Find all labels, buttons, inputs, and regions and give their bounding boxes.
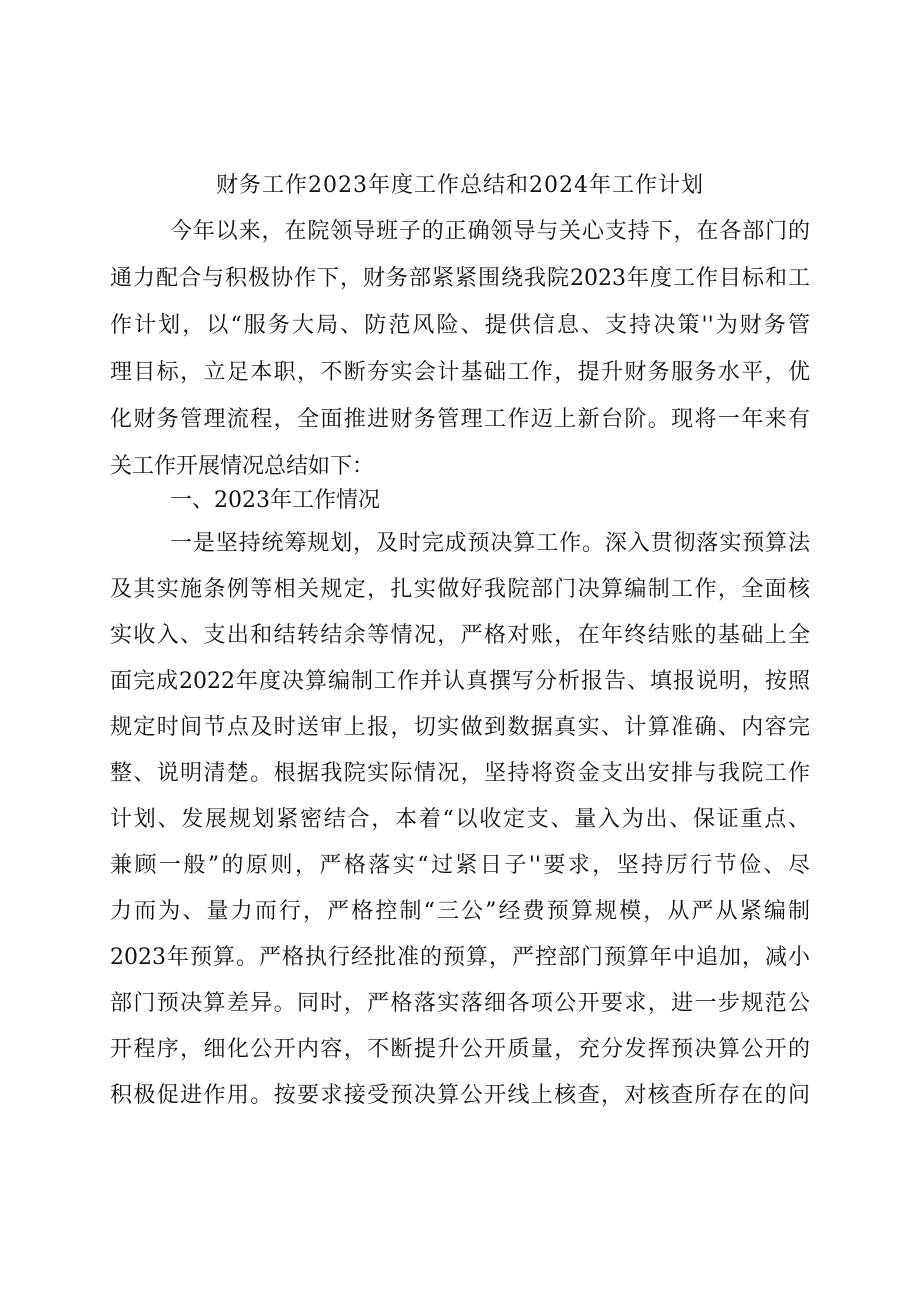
paragraph-line: 一是坚持统筹规划，及时完成预决算工作。深入贯彻落实预算法 bbox=[170, 531, 810, 556]
paragraph-line: 计划、发展规划紧密结合，本着“以收定支、量入为出、保证重点、 bbox=[110, 807, 810, 832]
paragraph-line: 兼顾一般”的原则，严格落实“过紧日子''要求，坚持厉行节俭、尽 bbox=[110, 853, 810, 878]
section-heading: 一、2023年工作情况 bbox=[170, 488, 380, 513]
paragraph-line: 2023年预算。严格执行经批准的预算，严控部门预算年中追加，减小 bbox=[110, 945, 810, 970]
paragraph-line: 今年以来，在院领导班子的正确领导与关心支持下，在各部门的 bbox=[170, 219, 810, 244]
paragraph-line: 通力配合与积极协作下，财务部紧紧围绕我院2023年度工作目标和工 bbox=[110, 266, 810, 291]
paragraph-line: 开程序，细化公开内容，不断提升公开质量，充分发挥预决算公开的 bbox=[110, 1037, 810, 1062]
paragraph-line: 积极促进作用。按要求接受预决算公开线上核查，对核查所存在的问 bbox=[110, 1083, 810, 1108]
paragraph-line: 整、说明清楚。根据我院实际情况，坚持将资金支出安排与我院工作 bbox=[110, 761, 810, 786]
document-title: 财务工作2023年度工作总结和2024年工作计划 bbox=[216, 173, 704, 198]
paragraph-line: 面完成2022年度决算编制工作并认真撰写分析报告、填报说明，按照 bbox=[110, 669, 810, 694]
paragraph-line: 化财务管理流程，全面推进财务管理工作迈上新台阶。现将一年来有 bbox=[110, 407, 810, 432]
paragraph-line: 部门预决算差异。同时，严格落实落细各项公开要求，进一步规范公 bbox=[110, 991, 810, 1016]
paragraph-line: 规定时间节点及时送审上报，切实做到数据真实、计算准确、内容完 bbox=[110, 715, 810, 740]
paragraph-line: 理目标，立足本职，不断夯实会计基础工作，提升财务服务水平，优 bbox=[110, 360, 810, 385]
paragraph-line: 作计划，以“服务大局、防范风险、提供信息、支持决策''为财务管 bbox=[110, 313, 810, 338]
paragraph-line: 实收入、支出和结转结余等情况，严格对账，在年终结账的基础上全 bbox=[110, 623, 810, 648]
paragraph-line: 力而为、量力而行，严格控制“三公”经费预算规模，从严从紧编制 bbox=[110, 899, 810, 924]
paragraph-line: 及其实施条例等相关规定，扎实做好我院部门决算编制工作，全面核 bbox=[110, 577, 810, 602]
paragraph-line: 关工作开展情况总结如下： bbox=[110, 454, 375, 479]
